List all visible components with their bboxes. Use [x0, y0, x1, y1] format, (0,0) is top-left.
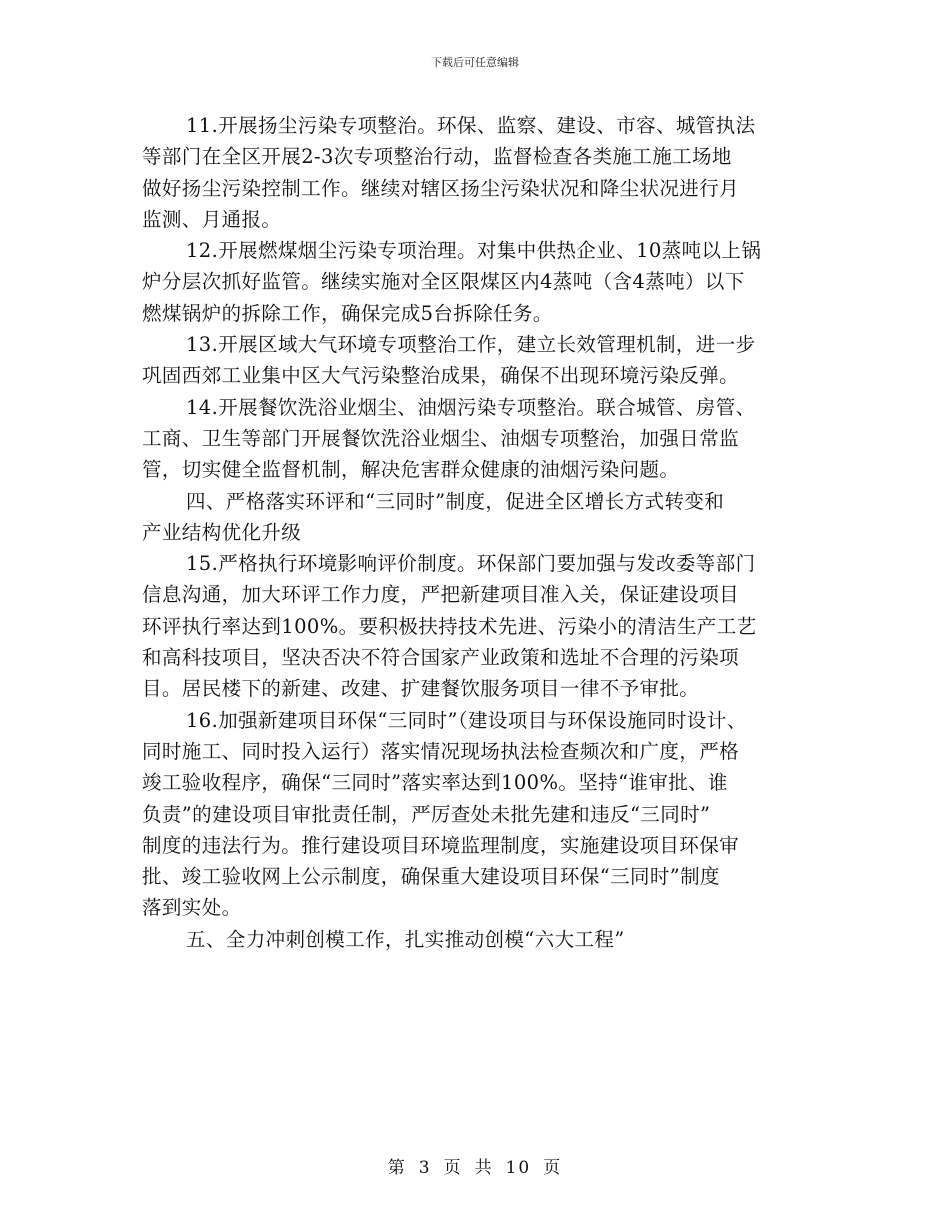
- text-line: 11.开展扬尘污染专项整治。环保、监察、建设、市容、城管执法: [186, 114, 756, 137]
- text-line: 15.严格执行环境影响评价制度。环保部门要加强与发改委等部门: [186, 552, 756, 576]
- text-line: 工商、卫生等部门开展餐饮洗浴业烟尘、油烟专项整治，加强日常监: [142, 426, 740, 450]
- text-line: 制度的违法行为。推行建设项目环境监理制度，实施建设项目环保审: [142, 833, 740, 857]
- text-line: 负责”的建设项目审批责任制，严厉查处未批先建和违反“三同时”: [142, 802, 711, 826]
- text-line: 管，切实健全监督机制，解决危害群众健康的油烟污染问题。: [142, 458, 680, 482]
- page-current: 3: [418, 1158, 432, 1178]
- document-body: [142, 110, 822, 955]
- section-heading: 五、全力冲刺创模工作，扎实推动创模“六大工程”: [186, 927, 625, 951]
- page-footer: [0, 1153, 950, 1178]
- text-line: 目。居民楼下的新建、改建、扩建餐饮服务项目一律不予审批。: [142, 677, 700, 701]
- page-total: 10: [505, 1158, 532, 1178]
- text-line: 13.开展区域大气环境专项整治工作，建立长效管理机制，进一步: [186, 333, 756, 357]
- text-line: 落到实处。: [142, 896, 242, 920]
- text-line: 燃煤锅炉的拆除工作，确保完成5台拆除任务。: [142, 301, 553, 325]
- header-note: 下载后可任意编辑: [431, 56, 519, 69]
- text-line: 16.加强新建项目环保“三同时”（建设项目与环保设施同时设计、: [186, 708, 747, 732]
- page-total-prefix: 共: [474, 1158, 494, 1178]
- text-line: 做好扬尘污染控制工作。继续对辖区扬尘污染状况和降尘状况进行月: [142, 176, 740, 200]
- section-heading: 产业结构优化升级: [142, 520, 302, 544]
- page-prefix: 第: [387, 1158, 407, 1178]
- text-line: 和高科技项目，坚决否决不符合国家产业政策和选址不合理的污染项: [142, 646, 740, 670]
- text-line: 巩固西郊工业集中区大气污染整治成果，确保不出现环境污染反弹。: [142, 364, 740, 388]
- text-line: 等部门在全区开展2-3次专项整治行动，监督检查各类施工施工场地: [142, 145, 732, 169]
- text-line: 炉分层次抓好监管。继续实施对全区限煤区内4蒸吨（含4蒸吨）以下: [142, 270, 745, 294]
- text-line: 环评执行率达到100%。要积极扶持技术先进、污染小的清洁生产工艺: [142, 614, 757, 638]
- text-line: 12.开展燃煤烟尘污染专项治理。对集中供热企业、10蒸吨以上锅: [186, 239, 762, 263]
- page-mid: 页: [443, 1158, 463, 1178]
- text-line: 14.开展餐饮洗浴业烟尘、油烟污染专项整治。联合城管、房管、: [186, 395, 756, 419]
- text-line: 同时施工、同时投入运行）落实情况现场执法检查频次和广度，严格: [142, 739, 740, 763]
- page-suffix: 页: [543, 1158, 563, 1178]
- text-line: 竣工验收程序，确保“三同时”落实率达到100%。坚持“谁审批、谁: [142, 771, 728, 795]
- text-line: 信息沟通，加大环评工作力度，严把新建项目准入关，保证建设项目: [142, 583, 740, 607]
- text-line: 监测、月通报。: [142, 207, 282, 231]
- section-heading: 四、严格落实环评和“三同时”制度，促进全区增长方式转变和: [186, 489, 725, 513]
- text-line: 批、竣工验收网上公示制度，确保重大建设项目环保“三同时”制度: [142, 865, 720, 889]
